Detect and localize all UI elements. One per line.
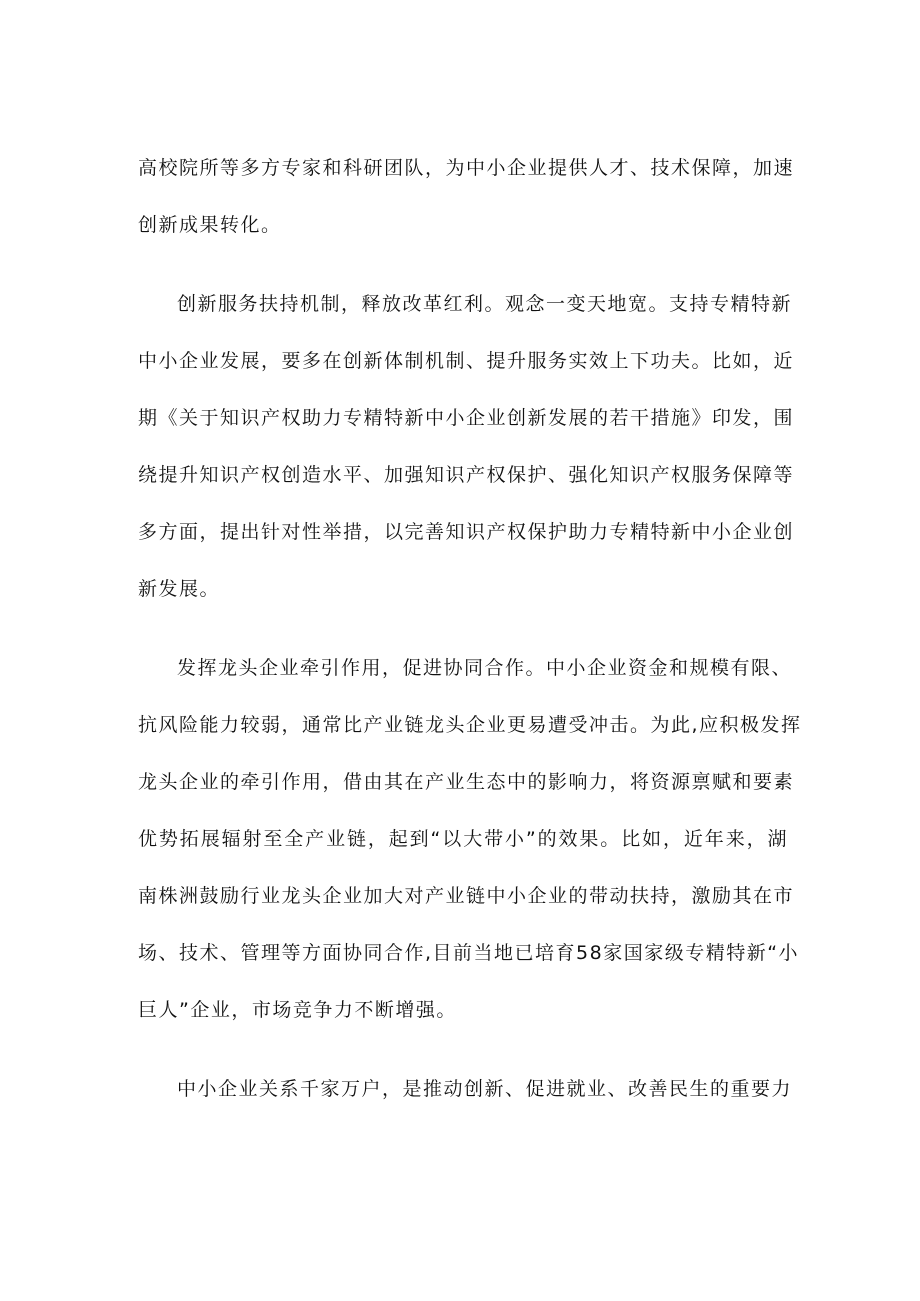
paragraph-2-line-3: 期《关于知识产权助力专精特新中小企业创新发展的若干措施》印发，围 (138, 407, 795, 429)
paragraph-2-line-2: 中小企业发展，要多在创新体制机制、提升服务实效上下功夫。比如，近 (138, 350, 795, 372)
paragraph-2-line-5: 多方面，提出针对性举措，以完善知识产权保护助力专精特新中小企业创 (138, 521, 795, 543)
paragraph-3-line-6: 场、技术、管理等方面协同合作,目前当地已培育58家国家级专精特新“小 (138, 942, 800, 964)
paragraph-3-line-2: 抗风险能力较弱，通常比产业链龙头企业更易遭受冲击。为此,应积极发挥 (138, 714, 802, 736)
paragraph-3-line-3: 龙头企业的牵引作用，借由其在产业生态中的影响力，将资源禀赋和要素 (138, 771, 795, 793)
paragraph-2-line-6: 新发展。 (138, 578, 221, 600)
paragraph-3-line-5: 南株洲鼓励行业龙头企业加大对产业链中小企业的带动扶持，激励其在市 (138, 885, 795, 907)
paragraph-4-line-1: 中小企业关系千家万户，是推动创新、促进就业、改善民生的重要力 (177, 1078, 793, 1100)
paragraph-3-line-4: 优势拓展辐射至全产业链，起到“以大带小”的效果。比如，近年来，湖 (138, 828, 788, 850)
paragraph-1-line-1: 高校院所等多方专家和科研团队，为中小企业提供人才、技术保障，加速 (138, 157, 795, 179)
paragraph-3-line-1: 发挥龙头企业牵引作用，促进协同合作。中小企业资金和规模有限、 (177, 657, 793, 679)
paragraph-1-line-2: 创新成果转化。 (138, 214, 282, 236)
paragraph-2-line-4: 绕提升知识产权创造水平、加强知识产权保护、强化知识产权服务保障等 (138, 464, 795, 486)
paragraph-3-line-7: 巨人”企业，市场竞争力不断增强。 (138, 999, 457, 1021)
paragraph-2-line-1: 创新服务扶持机制，释放改革红利。观念一变天地宽。支持专精特新 (177, 293, 793, 315)
